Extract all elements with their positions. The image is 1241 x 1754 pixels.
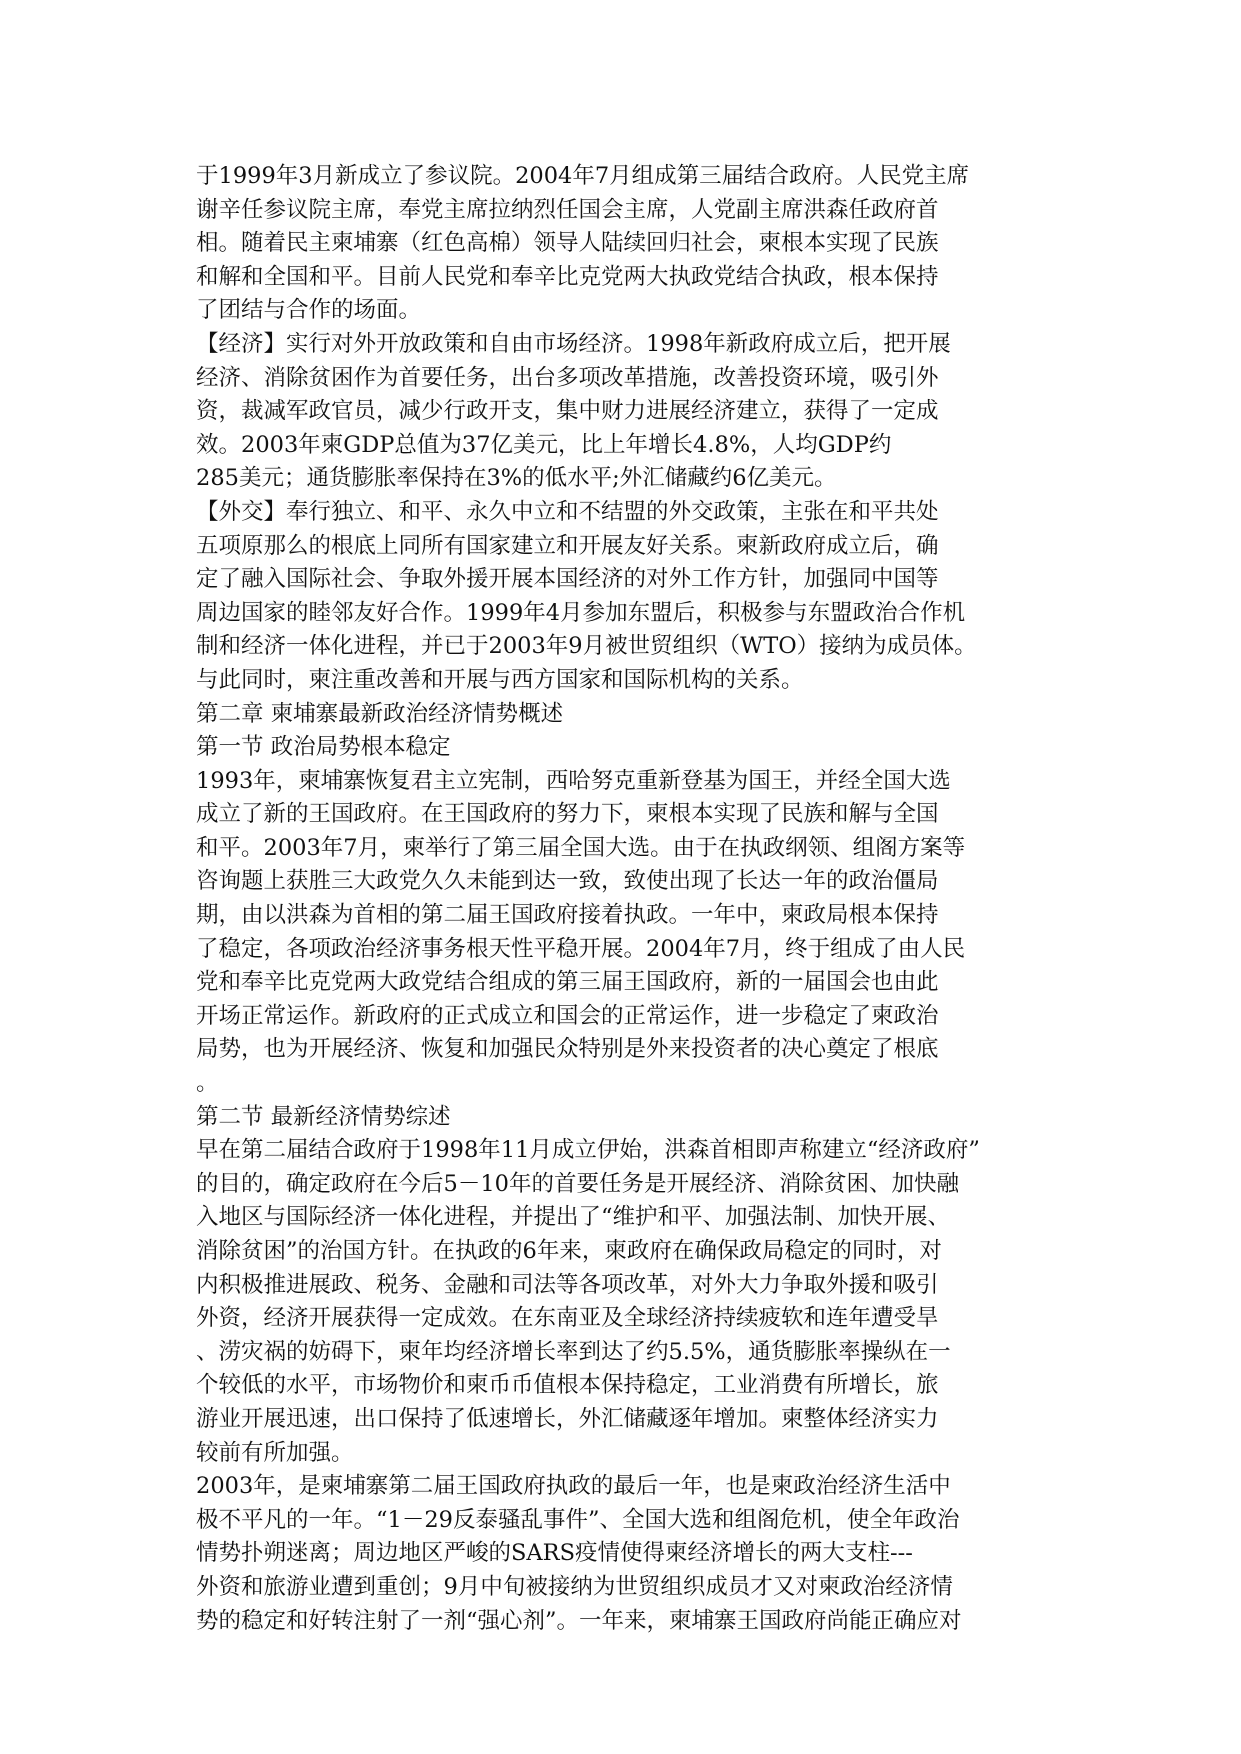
text-line: 1993年，柬埔寨恢复君主立宪制，西哈努克重新登基为国王，并经全国大选 — [196, 767, 951, 794]
text-line: 和解和全国和平。目前人民党和奉辛比克党两大执政党结合执政，根本保持 — [196, 263, 939, 290]
text-line: 285美元；通货膨胀率保持在3%的低水平;外汇储藏约6亿美元。 — [196, 465, 837, 492]
text-line: 资，裁减军政官员，减少行政开支，集中财力进展经济建立，获得了一定成 — [196, 398, 939, 425]
section-heading-economy: 【经济】实行对外开放政策和自由市场经济。1998年新政府成立后，把开展 — [196, 330, 951, 357]
text-line: 制和经济一体化进程，并已于2003年9月被世贸组织（WTO）接纳为成员体。 — [196, 633, 977, 660]
text-line: 早在第二届结合政府于1998年11月成立伊始，洪森首相即声称建立“经济政府” — [196, 1137, 980, 1164]
text-line: 外资和旅游业遭到重创；9月中旬被接纳为世贸组织成员才又对柬政治经济情 — [196, 1573, 953, 1600]
text-line: 五项原那么的根底上同所有国家建立和开展友好关系。柬新政府成立后，确 — [196, 532, 939, 559]
text-line: 经济、消除贫困作为首要任务，出台多项改革措施，改善投资环境，吸引外 — [196, 364, 939, 391]
text-line: 咨询题上获胜三大政党久久未能到达一致，致使出现了长达一年的政治僵局 — [196, 868, 939, 895]
text-line: 了团结与合作的场面。 — [196, 297, 422, 324]
text-line: 较前有所加强。 — [196, 1439, 354, 1466]
text-line: 了稳定，各项政治经济事务根天性平稳开展。2004年7月，终于组成了由人民 — [196, 935, 966, 962]
document-page — [196, 160, 1056, 1638]
section-heading: 第一节 政治局势根本稳定 — [196, 734, 451, 761]
text-line: 定了融入国际社会、争取外援开展本国经济的对外工作方针，加强同中国等 — [196, 566, 939, 593]
text-line: 效。2003年柬GDP总值为37亿美元，比上年增长4.8%，人均GDP约 — [196, 431, 892, 458]
text-line: 内积极推进展政、税务、金融和司法等各项改革，对外大力争取外援和吸引 — [196, 1271, 939, 1298]
text-line: 2003年，是柬埔寨第二届王国政府执政的最后一年，也是柬政治经济生活中 — [196, 1473, 951, 1500]
text-line: 谢辛任参议院主席，奉党主席拉纳烈任国会主席，人党副主席洪森任政府首 — [196, 196, 939, 223]
text-line: 开场正常运作。新政府的正式成立和国会的正常运作，进一步稳定了柬政治 — [196, 1002, 939, 1029]
text-line: 入地区与国际经济一体化进程，并提出了“维护和平、加强法制、加快开展、 — [196, 1204, 951, 1231]
text-line: 游业开展迅速，出口保持了低速增长，外汇储藏逐年增加。柬整体经济实力 — [196, 1405, 939, 1432]
text-line: 情势扑朔迷离；周边地区严峻的SARS疫情使得柬经济增长的两大支柱--- — [196, 1540, 913, 1567]
section-heading-diplomacy: 【外交】奉行独立、和平、永久中立和不结盟的外交政策，主张在和平共处 — [196, 498, 939, 525]
text-line: 、涝灾祸的妨碍下，柬年均经济增长率到达了约5.5%，通货膨胀率操纵在一 — [196, 1338, 951, 1365]
text-line: 势的稳定和好转注射了一剂“强心剂”。一年来，柬埔寨王国政府尚能正确应对 — [196, 1607, 962, 1634]
text-line: 于1999年3月新成立了参议院。2004年7月组成第三届结合政府。人民党主席 — [196, 163, 970, 189]
text-line: 外资，经济开展获得一定成效。在东南亚及全球经济持续疲软和连年遭受旱 — [196, 1305, 939, 1332]
text-line: 个较低的水平，市场物价和柬币币值根本保持稳定，工业消费有所增长，旅 — [196, 1372, 939, 1399]
text-line: 相。随着民主柬埔寨（红色高棉）领导人陆续回归社会，柬根本实现了民族 — [196, 230, 939, 257]
text-line: 的目的，确定政府在今后5－10年的首要任务是开展经济、消除贫困、加快融 — [196, 1170, 959, 1197]
section-heading: 第二节 最新经济情势综述 — [196, 1103, 451, 1130]
text-line: 。 — [196, 1070, 219, 1097]
text-line: 和平。2003年7月，柬举行了第三届全国大选。由于在执政纲领、组阁方案等 — [196, 834, 966, 861]
chapter-heading: 第二章 柬埔寨最新政治经济情势概述 — [196, 700, 564, 727]
text-line: 期，由以洪森为首相的第二届王国政府接着执政。一年中，柬政局根本保持 — [196, 902, 939, 929]
text-line: 消除贫困”的治国方针。在执政的6年来，柬政府在确保政局稳定的同时，对 — [196, 1238, 942, 1264]
text-line: 成立了新的王国政府。在王国政府的努力下，柬根本实现了民族和解与全国 — [196, 801, 939, 828]
text-line: 周边国家的睦邻友好合作。1999年4月参加东盟后，积极参与东盟政治合作机 — [196, 599, 966, 626]
text-line: 与此同时，柬注重改善和开展与西方国家和国际机构的关系。 — [196, 666, 804, 693]
text-line: 极不平凡的一年。“1－29反泰骚乱事件”、全国大选和组阁危机，使全年政治 — [196, 1506, 960, 1533]
text-line: 局势，也为开展经济、恢复和加强民众特别是外来投资者的决心奠定了根底 — [196, 1036, 939, 1063]
text-line: 党和奉辛比克党两大政党结合组成的第三届王国政府，新的一届国会也由此 — [196, 969, 939, 996]
